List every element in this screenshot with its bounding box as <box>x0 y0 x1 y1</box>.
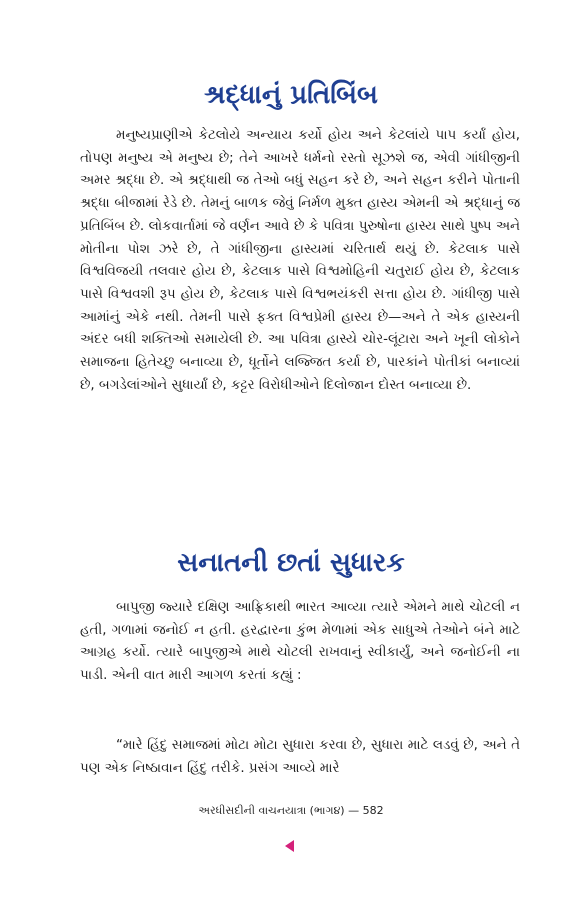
paragraph-quote <box>80 735 520 780</box>
section-title-sanatani: સનાતની છતાં સુધારક <box>177 548 405 578</box>
paragraph-text: બાપુજી જ્યારે દક્ષિણ આફ્રિકાથી ભારત આવ્યા ત્યારે એમને માથે ચોટલી ન હતી, ગળામાં જનોઈ ન હતી. હરદ્વારના કુંભ મેળામાં એક સાધુએ તેઓને બંને માટે આગ્રહ કર્યો. ત્યારે બાપુજીએ માથે ચોટલી રાખવાનું સ્વીકાર્યું, અને જનોઈની ના પાડી. એની વાત મારી આગળ કરતાં કહ્યું : <box>80 600 520 684</box>
section-title-shraddha: શ્રદ્ધાનું પ્રતિબિંબ <box>204 80 378 110</box>
previous-page-icon[interactable] <box>285 840 294 852</box>
page-footer: અરધીસદીની વાચનયાત્રા (ભાગ૪) — 582 <box>198 804 384 817</box>
paragraph <box>80 125 520 397</box>
paragraph-text: મનુષ્યપ્રાણીએ કેટલોયે અન્યાય કર્યો હોય અને કેટલાંયે પાપ કર્યાં હોય, તોપણ મનુષ્ય એ મનુષ્ય છે; તેને આખરે ધર્મનો રસ્તો સૂઝશે જ, એવી ગાંધીજીની અમર શ્રદ્ધા છે. એ શ્રદ્ધાથી જ તેઓ બધું સહન કરે છે, અને સહન કરીને પોતાની શ્રદ્ધા બીજામાં રેડે છે. તેમનું બાળક જેવું નિર્મળ મુક્ત હાસ્ય એમની એ શ્રદ્ધાનું જ પ્રતિબિંબ છે. લોકવાર્તામાં જે વર્ણન આવે છે કે પવિત્રા પુરુષોના હાસ્ય સાથે પુષ્પ અને મોતીના પોશ ઝરે છે, તે ગાંધીજીના હાસ્યમાં ચરિતાર્થ થયું છે. કેટલાક પાસે વિશ્વવિજયી તલવાર હોય છે, કેટલાક પાસે વિશ્વમોહિની ચતુરાઈ હોય છે, કેટલાક પાસે વિશ્વવશી રૂપ હોય છે, કેટલાક પાસે વિશ્વભયંકરી સત્તા હોય છે. ગાંધીજી પાસે આમાંનું એકે નથી. તેમની પાસે ફક્ત વિશ્વપ્રેમી હાસ્ય છે—અને તે એક હાસ્યની અંદર બધી શક્તિઓ સમાયેલી છે. આ પવિત્રા હાસ્યે ચોર-લૂંટારા અને ખૂની લોકોને સમાજના હિતેચ્છુ બનાવ્યા છે, ધૂર્તોને લજ્જિત કર્યા છે, પારકાંને પોતીકાં બનાવ્યાં છે, બગડેલાંઓને સુધાર્યાં છે, કટ્ટર વિરોધીઓને દિલોજાન દોસ્ત બનાવ્યા છે. <box>80 128 520 393</box>
paragraph <box>80 597 520 688</box>
paragraph-text: “મારે હિંદુ સમાજમાં મોટા મોટા સુધારા કરવા છે, સુધારા માટે લડવું છે, અને તે પણ એક નિષ્ઠાવાન હિંદુ તરીકે. પ્રસંગ આવ્યે મારે <box>80 738 520 776</box>
